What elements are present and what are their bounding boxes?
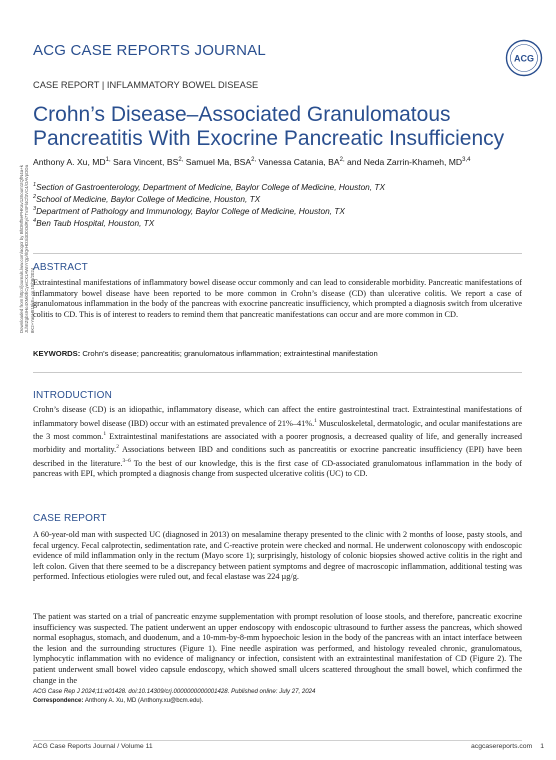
logo-text: ACG (514, 53, 534, 64)
case-report-paragraph-1: A 60-year-old man with suspected UC (diagnosed in 2013) on mesalamine therapy presented to the clinic with 2 months of loose, pasty stools, and fecal urgency. Fecal calprotectin, sedimentation rate, and C-reactive protein were checked and normal. He underwent colonoscopy with endoscopic evidence of mild inflammation only in the rectum (Mayo score 1); surprisingly, histology of colonic biopsies showed active colitis in the right and left colon. Given that there seemed to be a discrepancy between patient symptoms and degree of macroscopic inflammation, additional testing was performed. Infectious etiologies were ruled out, and fecal elastase was 224 µg/g. (33, 530, 522, 582)
introduction-heading: INTRODUCTION (33, 390, 113, 401)
author-list-text: Anthony A. Xu, $MD^{1,}$ Sara Vincent, $BS^{2,}$ Samuel Ma, $BSA^{2,}$ Vanessa Catania, $BA^{2,}$ and Neda Zarrin-Khameh, MD$^{3,4}$ (33, 157, 471, 167)
author-list (33, 157, 533, 167)
divider (33, 253, 522, 254)
affiliation-2: $^2$School of Medicine, Baylor College of Medicine, Houston, TX (33, 194, 261, 204)
journal-name: ACG CASE REPORTS JOURNAL (33, 42, 266, 59)
case-report-paragraph-2: The patient was started on a trial of pancreatic enzyme supplementation with prompt resolution of loose stools, and therefore, pancreatic exocrine insufficiency was suspected. The patient underwent an upper endoscopy with endoscopic ultrasound to further assess the pancreas, which showed normal esophagus, stomach, and duodenum, and a 10-mm-by-8-mm hypoechoic lesion in the body of the pancreas with an intact interface between the lesion and the surrounding structures (Figure 1). Fine needle aspiration was performed, and histology revealed chronic, granulomatous, lymphocytic inflammation with no evidence of malignancy or infection, consistent with an extraintestinal manifestation of CD (Figure 2). The patient underwent small bowel video capsule endoscopy, which showed small ulcers scattered throughout the small bowel, which confirmed the change in the (33, 612, 522, 685)
download-watermark: Downloaded from http://journals.lww.com/acgcr by BhDMf5ePHKav1zEoum1tQfN4a+kJLhEZgbsIHo4XMi0hCywCX1AWnYQp/IlQrHD3i3D0OdRyi7TvSFl4Cf3VC4/OAVpDDa8K2+Ya6H515kE= on 10/08/2024 (18, 164, 35, 334)
abstract-text: Extraintestinal manifestations of inflammatory bowel disease occur commonly and can lead to considerable morbidity. Pancreatic manifestations of inflammatory bowel disease have been reported to be more common in Crohn’s disease (CD) than ulcerative colitis. We report a case of granulomatous inflammation in the body of the pancreas with exocrine pancreatic insufficiency, which prompted a diagnosis switch from ulcerative colitis to CD. This is of interest to readers to remind them that pancreatic manifestations can occur and are more common in CD. (33, 278, 522, 319)
citation-line: ACG Case Rep J 2024;11:e01428. doi:10.14309/crj.0000000000001428. Published online: July 27, 2024 (33, 688, 316, 695)
footer-right (471, 743, 544, 750)
keywords-label: KEYWORDS: (33, 349, 81, 358)
abstract-heading: ABSTRACT (33, 262, 88, 273)
introduction-text: Crohn’s disease (CD) is an idiopathic, inflammatory disease, which can affect the entire gastrointestinal tract. Extraintestinal manifestations of inflammatory bowel disease (IBD) occur with an estimated prevalence of 21%–41%.$^1$ Musculoskeletal, dermatologic, and ocular manifestations are the 3 most common.$^1$ Extraintestinal manifestations are associated with a poorer prognosis, a decreased quality of life, and generally increased morbidity and mortality.$^2$ Associations between IBD and conditions such as pancreatitis or exocrine pancreatic insufficiency (EPI) have been described in the literature.$^{3-6}$ To the best of our knowledge, this is the first case of CD-associated granulomatous inflammation in the body of pancreas with EPI, which prompted a diagnosis change from suspected ulcerative colitis (UC) to CD. (33, 405, 522, 478)
footnotes (33, 687, 522, 706)
correspondence-line: Correspondence: Anthony A. Xu, MD (Anthony.xu@bcm.edu). (33, 697, 204, 705)
page-number: 1 (540, 743, 544, 750)
keywords-text: Crohn’s disease; pancreatitis; granulomatous inflammation; extraintestinal manifestation (82, 349, 378, 358)
footer-journal-volume: ACG Case Reports Journal / Volume 11 (33, 743, 153, 750)
case-report-heading: CASE REPORT (33, 513, 107, 524)
affiliation-4: $^4$Ben Taub Hospital, Houston, TX (33, 218, 155, 228)
keywords (33, 349, 522, 358)
footer-divider (33, 740, 522, 741)
divider (33, 372, 522, 373)
affiliation-3: $^3$Department of Pathology and Immunology, Baylor College of Medicine, Houston, TX (33, 206, 345, 216)
article-title: Crohn’s Disease–Associated Granulomatous Pancreatitis With Exocrine Pancreatic Insufficiency (33, 103, 505, 150)
affiliation-1: $^1$Section of Gastroenterology, Department of Medicine, Baylor College of Medicine, Houston, TX (33, 182, 386, 192)
acg-logo (505, 39, 543, 77)
footer-website: acgcasereports.com (471, 743, 533, 750)
article-section-type: CASE REPORT | INFLAMMATORY BOWEL DISEASE (33, 80, 259, 90)
